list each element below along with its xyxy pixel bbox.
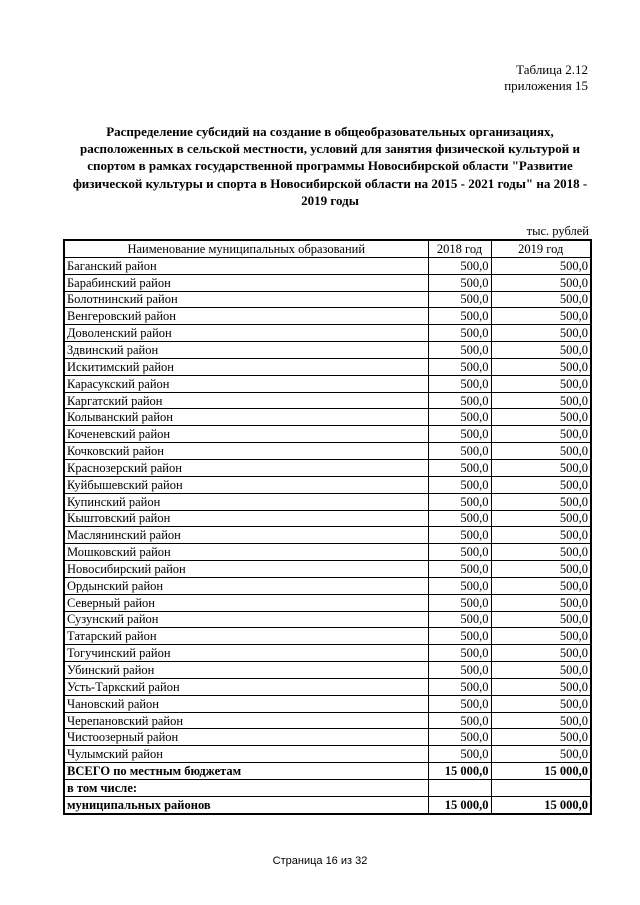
appendix-number: приложения 15 (504, 78, 588, 93)
municipality-name: Болотнинский район (64, 291, 428, 308)
value-2019: 500,0 (491, 561, 591, 578)
municipality-name: Татарский район (64, 628, 428, 645)
table-row (64, 695, 591, 712)
value-2018: 500,0 (428, 257, 491, 274)
value-2018: 500,0 (428, 308, 491, 325)
value-2018: 500,0 (428, 342, 491, 359)
value-2018: 500,0 (428, 712, 491, 729)
municipality-name: Купинский район (64, 493, 428, 510)
municipality-name: Куйбышевский район (64, 476, 428, 493)
municipality-name: Черепановский район (64, 712, 428, 729)
table-row (64, 257, 591, 274)
value-2018: 500,0 (428, 426, 491, 443)
subtotal-row (64, 796, 591, 813)
value-2018: 500,0 (428, 678, 491, 695)
table-row (64, 729, 591, 746)
table-row (64, 561, 591, 578)
table-header-row (64, 240, 591, 257)
value-2018: 500,0 (428, 325, 491, 342)
subsidy-table (63, 239, 592, 815)
table-row (64, 746, 591, 763)
total-2018: 15 000,0 (428, 763, 491, 780)
table-row (64, 459, 591, 476)
value-2019: 500,0 (491, 342, 591, 359)
value-2019: 500,0 (491, 426, 591, 443)
value-2018: 500,0 (428, 476, 491, 493)
value-2018: 500,0 (428, 695, 491, 712)
value-2018: 500,0 (428, 746, 491, 763)
municipality-name: Мошковский район (64, 544, 428, 561)
municipality-name: Каргатский район (64, 392, 428, 409)
value-2018: 500,0 (428, 493, 491, 510)
value-2019: 500,0 (491, 594, 591, 611)
table-row (64, 409, 591, 426)
municipality-name: Маслянинский район (64, 527, 428, 544)
total-2019: 15 000,0 (491, 763, 591, 780)
value-2018: 500,0 (428, 527, 491, 544)
municipality-name: Краснозерский район (64, 459, 428, 476)
value-2018: 500,0 (428, 611, 491, 628)
value-2019: 500,0 (491, 308, 591, 325)
value-2018: 500,0 (428, 409, 491, 426)
table-row (64, 274, 591, 291)
municipality-name: Венгеровский район (64, 308, 428, 325)
value-2018: 500,0 (428, 291, 491, 308)
value-2019: 500,0 (491, 409, 591, 426)
value-2019: 500,0 (491, 678, 591, 695)
table-row (64, 375, 591, 392)
value-2018: 500,0 (428, 561, 491, 578)
units-label: тыс. рублей (526, 224, 589, 238)
value-2018: 500,0 (428, 358, 491, 375)
table-row (64, 510, 591, 527)
value-2019: 500,0 (491, 577, 591, 594)
table-row (64, 443, 591, 460)
table-row (64, 712, 591, 729)
municipality-name: Чулымский район (64, 746, 428, 763)
value-2019: 500,0 (491, 527, 591, 544)
municipality-name: Северный район (64, 594, 428, 611)
table-row (64, 527, 591, 544)
value-2018: 500,0 (428, 274, 491, 291)
subtotal-2018: 15 000,0 (428, 796, 491, 813)
column-header-name: Наименование муниципальных образований (64, 240, 428, 257)
table-row (64, 594, 591, 611)
subtotal-2019: 15 000,0 (491, 796, 591, 813)
table-body (64, 257, 591, 813)
value-2019: 500,0 (491, 493, 591, 510)
value-2019: 500,0 (491, 695, 591, 712)
value-2018: 500,0 (428, 628, 491, 645)
municipality-name: Здвинский район (64, 342, 428, 359)
value-2019: 500,0 (491, 476, 591, 493)
municipality-name: Карасукский район (64, 375, 428, 392)
value-2018: 500,0 (428, 577, 491, 594)
table-row (64, 645, 591, 662)
table-number: Таблица 2.12 (516, 62, 588, 77)
column-header-2019: 2019 год (491, 240, 591, 257)
table-row (64, 678, 591, 695)
value-2019: 500,0 (491, 746, 591, 763)
table-row (64, 611, 591, 628)
municipality-name: Сузунский район (64, 611, 428, 628)
total-label: ВСЕГО по местным бюджетам (64, 763, 428, 780)
table-row (64, 308, 591, 325)
value-2019: 500,0 (491, 611, 591, 628)
municipality-name: Ордынский район (64, 577, 428, 594)
value-2019: 500,0 (491, 544, 591, 561)
municipality-name: Баганский район (64, 257, 428, 274)
value-2019: 500,0 (491, 628, 591, 645)
value-2018: 500,0 (428, 594, 491, 611)
table-row (64, 577, 591, 594)
table-row (64, 291, 591, 308)
value-2018: 500,0 (428, 544, 491, 561)
page-number: Страница 16 из 32 (272, 855, 368, 867)
municipality-name: Тогучинский район (64, 645, 428, 662)
municipality-name: Доволенский район (64, 325, 428, 342)
value-2019: 500,0 (491, 459, 591, 476)
value-2018: 500,0 (428, 375, 491, 392)
table-row (64, 426, 591, 443)
table-reference (504, 62, 588, 94)
table-row (64, 325, 591, 342)
column-header-2018: 2018 год (428, 240, 491, 257)
value-2019: 500,0 (491, 729, 591, 746)
municipality-name: Барабинский район (64, 274, 428, 291)
municipality-name: Кочковский район (64, 443, 428, 460)
value-2018: 500,0 (428, 662, 491, 679)
table-row (64, 493, 591, 510)
table-row (64, 476, 591, 493)
value-2019: 500,0 (491, 662, 591, 679)
value-2019: 500,0 (491, 510, 591, 527)
table-row (64, 342, 591, 359)
value-2018: 500,0 (428, 729, 491, 746)
value-2019: 500,0 (491, 712, 591, 729)
value-2019: 500,0 (491, 274, 591, 291)
municipality-name: Новосибирский район (64, 561, 428, 578)
municipality-name: Кыштовский район (64, 510, 428, 527)
value-2019: 500,0 (491, 443, 591, 460)
document-title: Распределение субсидий на создание в общеобразовательных организациях, расположенных в сельской местности, условий для занятия физической культурой и спортом в рамках государственной программы Новосибирской области "Развитие физической культуры и спорта в Новосибирской области на 2015 - 2021 годы" на 2018 - 2019 годы (72, 124, 588, 208)
table-row (64, 358, 591, 375)
table-row (64, 628, 591, 645)
municipality-name: Колыванский район (64, 409, 428, 426)
value-2018: 500,0 (428, 443, 491, 460)
subtotal-label: муниципальных районов (64, 796, 428, 813)
value-2019: 500,0 (491, 645, 591, 662)
municipality-name: Коченевский район (64, 426, 428, 443)
table-row (64, 662, 591, 679)
value-2018: 500,0 (428, 392, 491, 409)
municipality-name: Усть-Таркский район (64, 678, 428, 695)
value-2019: 500,0 (491, 375, 591, 392)
value-2019: 500,0 (491, 325, 591, 342)
empty-cell (491, 780, 591, 797)
including-row (64, 780, 591, 797)
value-2019: 500,0 (491, 257, 591, 274)
value-2018: 500,0 (428, 459, 491, 476)
municipality-name: Искитимский район (64, 358, 428, 375)
municipality-name: Чановский район (64, 695, 428, 712)
total-row (64, 763, 591, 780)
empty-cell (428, 780, 491, 797)
value-2018: 500,0 (428, 645, 491, 662)
municipality-name: Убинский район (64, 662, 428, 679)
table-row (64, 544, 591, 561)
table-row (64, 392, 591, 409)
value-2019: 500,0 (491, 392, 591, 409)
including-label: в том числе: (64, 780, 428, 797)
value-2019: 500,0 (491, 291, 591, 308)
value-2019: 500,0 (491, 358, 591, 375)
municipality-name: Чистоозерный район (64, 729, 428, 746)
value-2018: 500,0 (428, 510, 491, 527)
